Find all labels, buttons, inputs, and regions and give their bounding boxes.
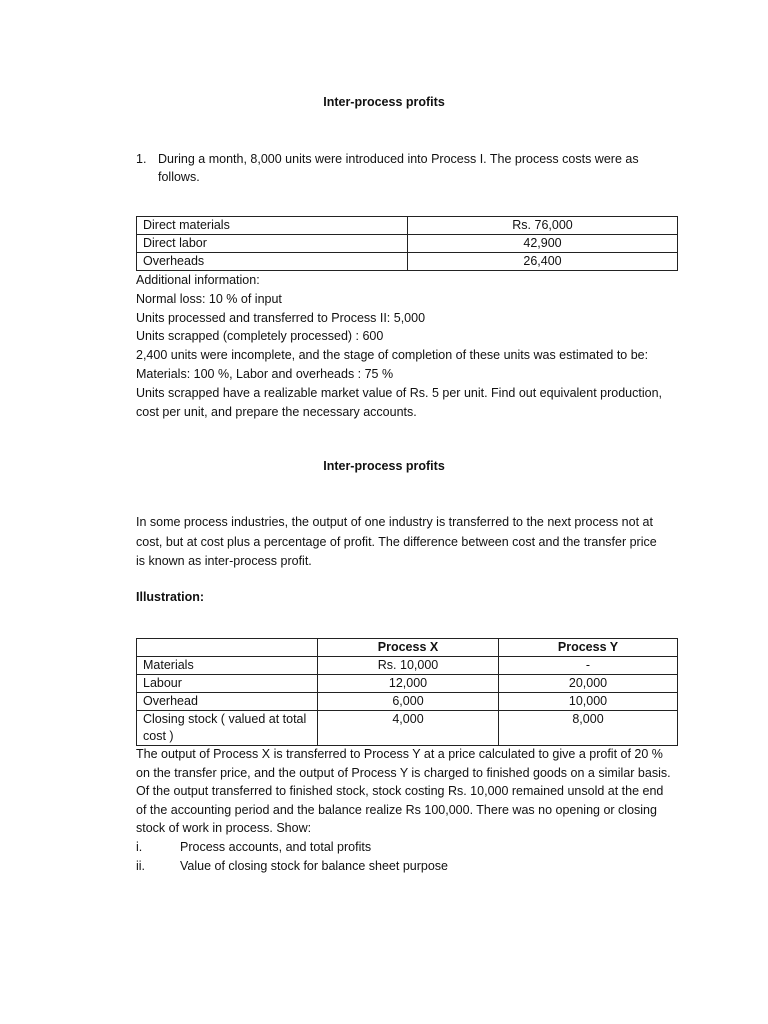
- header-cell: Process X: [318, 639, 499, 657]
- row-label: Overhead: [137, 693, 318, 711]
- list-item: [136, 838, 696, 857]
- table-row: [137, 657, 678, 675]
- illustration-label: Illustration:: [136, 590, 205, 604]
- table-row: [137, 711, 678, 746]
- question-line-1: During a month, 8,000 units were introduced into Process I. The process costs were as: [158, 152, 639, 166]
- cost-label: Direct materials: [137, 217, 408, 235]
- cost-label: Direct labor: [137, 235, 408, 253]
- intro-line: is known as inter-process profit.: [136, 554, 312, 568]
- question-number: 1.: [136, 152, 147, 166]
- table-row: [137, 693, 678, 711]
- question-text: [158, 150, 656, 186]
- row-label: Materials: [137, 657, 318, 675]
- intro-line: cost, but at cost plus a percentage of profit. The difference between cost and the transfer price: [136, 534, 657, 549]
- cost-value: 26,400: [408, 253, 678, 271]
- header-cell: [137, 639, 318, 657]
- illustration-table: [136, 638, 678, 746]
- row-label: [137, 711, 318, 746]
- additional-information: [136, 271, 696, 421]
- row-label-line-2: cost ): [143, 729, 174, 743]
- process-cost-table: [136, 216, 678, 271]
- table-row: [137, 253, 678, 271]
- info-line: 2,400 units were incomplete, and the stage of completion of these units was estimated to be:: [136, 348, 649, 363]
- question-1: [136, 150, 656, 186]
- info-line: Units processed and transferred to Process II: 5,000: [136, 310, 426, 325]
- intro-line: In some process industries, the output of one industry is transferred to the next process not at: [136, 515, 653, 529]
- statement-line: The output of Process X is transferred to Process Y at a price calculated to give a profit of 20 %: [136, 747, 663, 761]
- process-x-value: 12,000: [318, 675, 499, 693]
- process-y-value: 8,000: [499, 711, 678, 746]
- statement-line: on the transfer price, and the output of Process Y is charged to finished goods on a similar basis.: [136, 765, 671, 780]
- table-row: [137, 217, 678, 235]
- question-line-2: follows.: [158, 170, 200, 184]
- statement-line: of the accounting period and the balance realize Rs 100,000. There was no opening or closing: [136, 802, 657, 817]
- process-y-value: 10,000: [499, 693, 678, 711]
- info-line: cost per unit, and prepare the necessary accounts.: [136, 404, 417, 419]
- table-row: [137, 235, 678, 253]
- info-line: Units scrapped (completely processed) : 600: [136, 329, 384, 344]
- process-x-value: 6,000: [318, 693, 499, 711]
- info-line: Normal loss: 10 % of input: [136, 291, 282, 306]
- table-header-row: [137, 639, 678, 657]
- table-row: [137, 675, 678, 693]
- statement-line: Of the output transferred to finished stock, stock costing Rs. 10,000 remained unsold at the end: [136, 784, 664, 799]
- process-x-value: Rs. 10,000: [318, 657, 499, 675]
- section1-title: Inter-process profits: [323, 95, 445, 109]
- process-y-value: 20,000: [499, 675, 678, 693]
- list-item: [136, 857, 696, 876]
- cost-value: 42,900: [408, 235, 678, 253]
- cost-label: Overheads: [137, 253, 408, 271]
- header-cell: Process Y: [499, 639, 678, 657]
- cost-value: Rs. 76,000: [408, 217, 678, 235]
- row-label: Labour: [137, 675, 318, 693]
- info-line: Units scrapped have a realizable market value of Rs. 5 per unit. Find out equivalent production,: [136, 385, 662, 400]
- process-x-value: 4,000: [318, 711, 499, 746]
- intro-paragraph: [136, 513, 696, 572]
- statement-line: stock of work in process. Show:: [136, 821, 312, 836]
- list-text: Process accounts, and total profits: [180, 839, 372, 854]
- process-y-value: -: [499, 657, 678, 675]
- problem-statement: [136, 745, 696, 875]
- list-marker: i.: [136, 839, 143, 854]
- list-text: Value of closing stock for balance sheet purpose: [180, 858, 448, 873]
- info-line: Additional information:: [136, 273, 260, 287]
- list-marker: ii.: [136, 858, 146, 873]
- section2-title: Inter-process profits: [323, 459, 445, 473]
- row-label-line-1: Closing stock ( valued at total: [143, 712, 307, 726]
- info-line: Materials: 100 %, Labor and overheads : 75 %: [136, 366, 394, 381]
